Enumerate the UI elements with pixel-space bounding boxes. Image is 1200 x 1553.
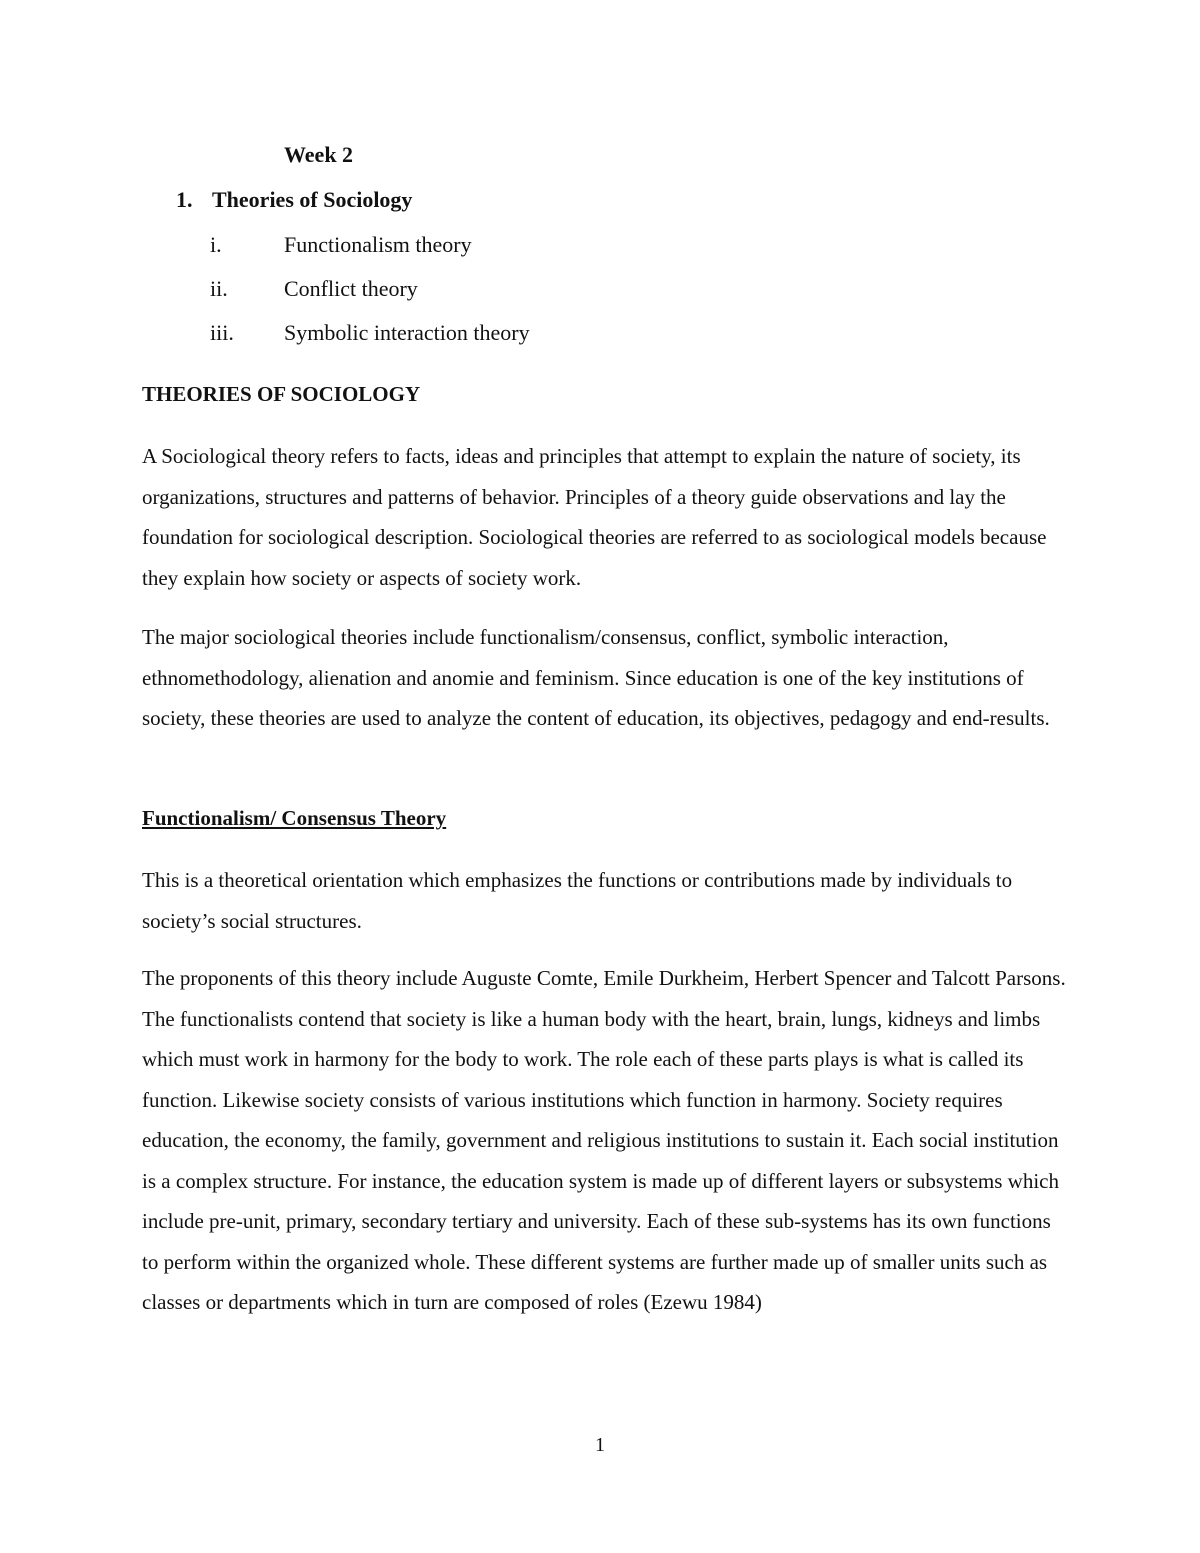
list-text: Symbolic interaction theory	[284, 320, 530, 345]
list-numeral: i.	[210, 232, 222, 257]
week-title: Week 2	[284, 142, 354, 167]
list-text: Conflict theory	[284, 276, 418, 301]
section-title: Theories of Sociology	[212, 187, 413, 212]
list-text: Functionalism theory	[284, 232, 472, 257]
list-item	[210, 232, 472, 258]
paragraph-orientation: This is a theoretical orientation which emphasizes the functions or contributions made by individuals to society’s social structures.	[142, 868, 1013, 933]
section-heading	[176, 187, 412, 213]
main-heading: THEORIES OF SOCIOLOGY	[142, 382, 421, 406]
paragraph-proponents: The proponents of this theory include Auguste Comte, Emile Durkheim, Herbert Spencer and Talcott Parsons. The functionalists contend that society is like a human body with the heart, brain, lungs, kidneys and limbs which must work in harmony for the body to work. The role each of these parts plays is what is called its function. Likewise society consists of various institutions which function in harmony. Society requires education, the economy, the family, government and religious institutions to sustain it. Each social institution is a complex structure. For instance, the education system is made up of different layers or subsystems which include pre-unit, primary, secondary tertiary and university. Each of these sub-systems has its own functions to perform within the organized whole. These different systems are further made up of smaller units such as classes or departments which in turn are composed of roles (Ezewu 1984)	[142, 966, 1066, 1314]
list-numeral: iii.	[210, 320, 234, 345]
list-numeral: ii.	[210, 276, 228, 301]
paragraph-major-theories: The major sociological theories include functionalism/consensus, conflict, symbolic interaction, ethnomethodology, alienation and anomie and feminism. Since education is one of the key institutions of society, these theories are used to analyze the content of education, its objectives, pedagogy and end-results.	[142, 625, 1050, 730]
page-number: 1	[595, 1434, 605, 1456]
subheading-functionalism: Functionalism/ Consensus Theory	[142, 806, 447, 830]
list-item	[210, 276, 418, 302]
section-number: 1.	[176, 187, 193, 212]
list-item	[210, 320, 530, 346]
paragraph-definition: A Sociological theory refers to facts, ideas and principles that attempt to explain the nature of society, its organizations, structures and patterns of behavior. Principles of a theory guide observations and lay the foundation for sociological description. Sociological theories are referred to as sociological models because they explain how society or aspects of society work.	[142, 444, 1047, 590]
